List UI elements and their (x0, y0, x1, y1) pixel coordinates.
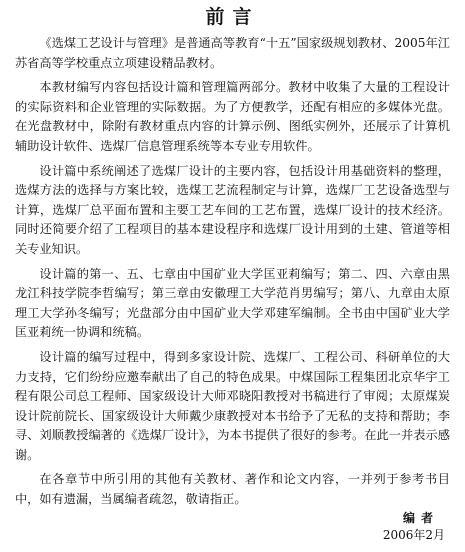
paragraph-5: 设计篇的编写过程中，得到多家设计院、选煤厂、工程公司、科研单位的大力支持，它们纷纷应邀奉献出了自己的特色成果。中煤国际工程集团北京华宇工程有限公司总工程师、国家级设计大师邓晓阳教授对书稿进行了审阅；太原煤炭设计院前院长、国家级设计大师戴少康教授对本书给予了无私的支持和帮助；李寻、刘顺教授编著的《选煤厂设计》，为本书提供了很好的参考。在此一并表示感谢。 (15, 349, 450, 462)
signature-author: 编者 (402, 511, 439, 525)
preface-body (15, 34, 450, 510)
signature-date: 2006年2月 (382, 528, 445, 542)
page-title: 前言 (205, 6, 260, 28)
signature-block (383, 510, 445, 544)
paragraph-4: 设计篇的第一、五、七章由中国矿业大学匡亚莉编写；第二、四、六章由黑龙江科技学院李哲编写；第三章由安徽理工大学范肖男编写；第八、九章由太原理工大学孙冬编写；光盘部分由中国矿业大学邓建军编制。全书由中国矿业大学匡亚莉统一协调和统稿。 (15, 266, 450, 340)
paragraph-1: 《选煤工艺设计与管理》是普通高等教育“十五”国家级规划教材、2005年江苏省高等学校重点立项建设精品教材。 (15, 36, 450, 70)
paragraph-2: 本教材编写内容包括设计篇和管理篇两部分。教材中收集了大量的工程设计的实际资料和企业管理的实际数据。为了方便教学，还配有相应的多媒体光盘。在光盘教材中，除附有教材重点内容的计算示例、图纸实例外，还展示了计算机辅助设计软件、选煤厂信息管理系统等本专业专用软件。 (15, 80, 450, 153)
paragraph-3: 设计篇中系统阐述了选煤厂设计的主要内容，包括设计用基础资料的整理，选煤方法的选择与方案比较，选煤工艺流程制定与计算，选煤厂工艺设备选型与计算，选煤厂总平面布置和主要工艺车间的工艺布置，选煤厂设计的技术经济。同时还简要介绍了工程项目的基本建设程序和选煤厂设计用到的土建、管道等相关专业知识。 (15, 163, 450, 256)
paragraph-6: 在各章节中所引用的其他有关教材、著作和论文内容，一并列于参考书目中，如有遗漏，当属编者疏忽，敬请指正。 (15, 472, 450, 507)
